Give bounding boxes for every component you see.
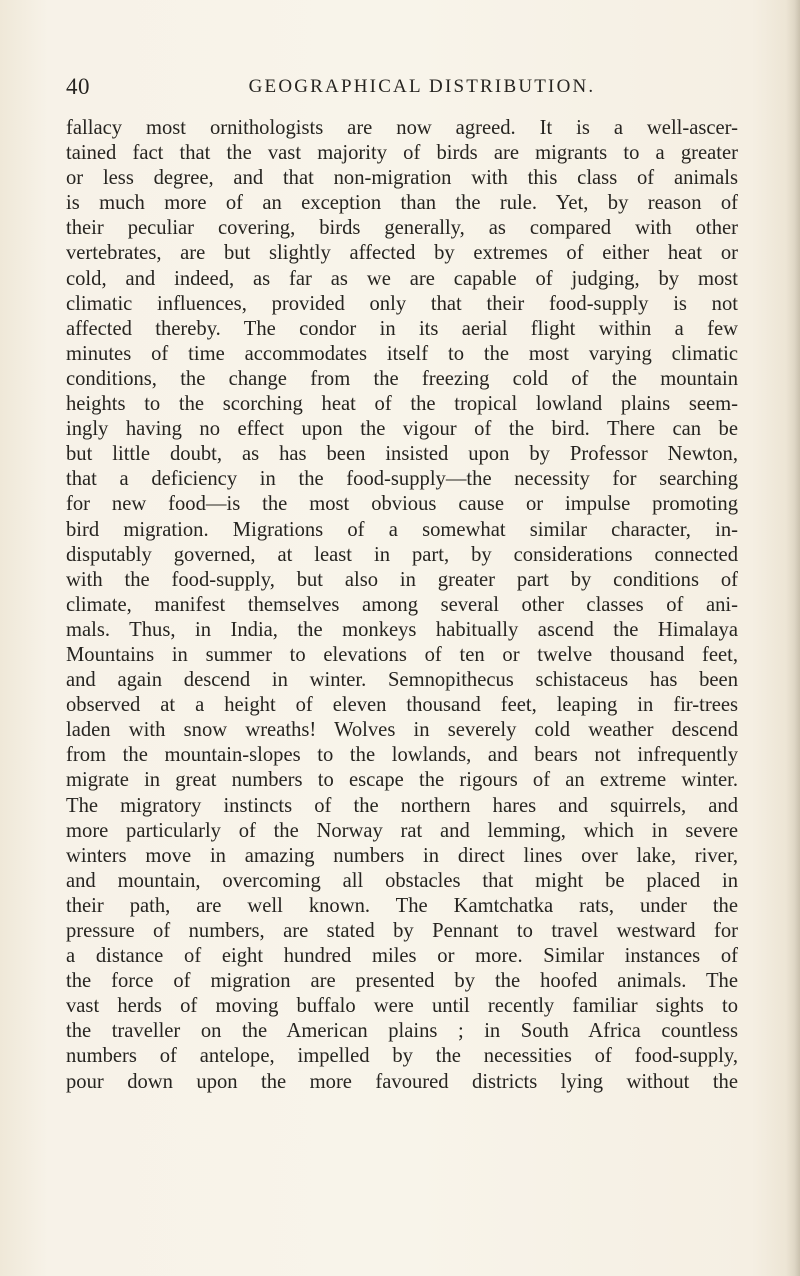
text-line: cold, and indeed, as far as we are capable of judging, by most (66, 267, 738, 290)
page-edge-shadow (786, 0, 800, 1276)
text-line: the force of migration are presented by the hoofed animals. The (66, 970, 738, 993)
text-line: observed at a height of eleven thousand feet, leaping in fir-trees (66, 694, 738, 717)
text-line: mals. Thus, in India, the monkeys habitually ascend the Himalaya (66, 618, 738, 641)
text-line: Mountains in summer to elevations of ten or twelve thousand feet, (66, 643, 738, 666)
page-header (66, 74, 738, 104)
text-line: is much more of an exception than the rule. Yet, by reason of (66, 192, 738, 215)
text-line: for new food—is the most obvious cause or impulse promoting (66, 493, 738, 516)
text-line: minutes of time accommodates itself to the most varying climatic (66, 342, 738, 365)
text-line: their peculiar covering, birds generally, as compared with other (66, 217, 738, 240)
text-line: ingly having no effect upon the vigour of the bird. There can be (66, 418, 738, 441)
text-line: or less degree, and that non-migration with this class of animals (66, 167, 738, 190)
text-line: fallacy most ornithologists are now agreed. It is a well-ascer- (66, 117, 738, 139)
text-line: a distance of eight hundred miles or more. Similar instances of (66, 945, 738, 968)
text-line: affected thereby. The condor in its aerial flight within a few (66, 317, 738, 340)
text-line: that a deficiency in the food-supply—the necessity for searching (66, 468, 738, 491)
text-line: with the food-supply, but also in greater part by conditions of (66, 568, 738, 591)
text-line: from the mountain-slopes to the lowlands, and bears not infrequently (66, 744, 738, 767)
text-line: and again descend in winter. Semnopithecus schistaceus has been (66, 669, 738, 692)
text-line: bird migration. Migrations of a somewhat similar character, in- (66, 518, 738, 541)
page-number: 40 (66, 74, 90, 99)
text-line: more particularly of the Norway rat and lemming, which in severe (66, 819, 738, 842)
text-line: but little doubt, as has been insisted upon by Professor Newton, (66, 443, 738, 466)
text-line: laden with snow wreaths! Wolves in severely cold weather descend (66, 719, 738, 742)
text-line: heights to the scorching heat of the tropical lowland plains seem- (66, 393, 738, 416)
text-line: numbers of antelope, impelled by the necessities of food-supply, (66, 1045, 738, 1068)
text-line: pressure of numbers, are stated by Pennant to travel westward for (66, 920, 738, 942)
text-line: migrate in great numbers to escape the rigours of an extreme winter. (66, 769, 738, 792)
text-line: vertebrates, are but slightly affected by extremes of either heat or (66, 242, 738, 265)
text-line: pour down upon the more favoured districts lying without the (66, 1070, 738, 1093)
text-line: The migratory instincts of the northern hares and squirrels, and (66, 794, 738, 817)
text-line: the traveller on the American plains ; in South Africa countless (66, 1020, 738, 1043)
text-line: climate, manifest themselves among several other classes of ani- (66, 593, 738, 616)
text-line: disputably governed, at least in part, by considerations connected (66, 543, 738, 566)
text-line: tained fact that the vast majority of birds are migrants to a greater (66, 142, 738, 165)
text-line: vast herds of moving buffalo were until recently familiar sights to (66, 995, 738, 1018)
text-line: winters move in amazing numbers in direct lines over lake, river, (66, 844, 738, 867)
text-line: conditions, the change from the freezing cold of the mountain (66, 367, 738, 390)
text-line: climatic influences, provided only that their food-supply is not (66, 292, 738, 315)
text-line: and mountain, overcoming all obstacles that might be placed in (66, 869, 738, 892)
text-line: their path, are well known. The Kamtchatka rats, under the (66, 894, 738, 917)
body-text (66, 116, 738, 1095)
running-head: GEOGRAPHICAL DISTRIBUTION. (248, 76, 596, 97)
